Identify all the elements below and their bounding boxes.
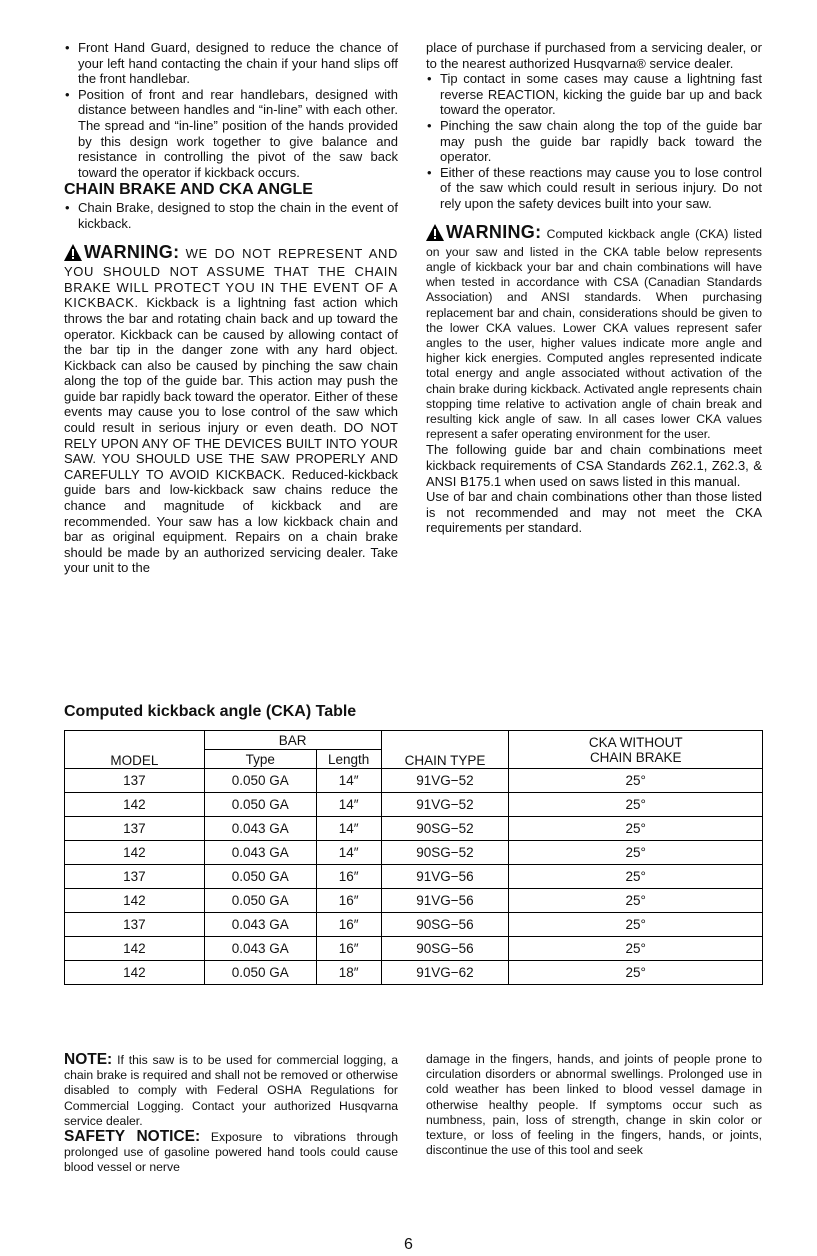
cell-model: 137 xyxy=(65,913,205,937)
table-row xyxy=(65,889,763,913)
cell-type: 0.050 GA xyxy=(204,769,316,793)
warning-cka xyxy=(426,221,762,443)
header-cka-line2: CHAIN BRAKE xyxy=(589,749,682,765)
warning-lead-text: WE DO NOT REPRESENT AND YOU SHOULD NOT ASSUME THAT THE CHAIN BRAKE WILL PROTECT YOU IN THE EVENT OF A KICKBACK. xyxy=(64,245,398,311)
cell-model: 137 xyxy=(65,769,205,793)
header-bar: BAR xyxy=(204,731,381,750)
table-row xyxy=(65,961,763,985)
cell-length: 14″ xyxy=(316,817,381,841)
header-model: MODEL xyxy=(65,731,205,769)
cell-length: 16″ xyxy=(316,913,381,937)
right-column-top xyxy=(426,40,762,536)
handguard-bullets xyxy=(64,40,398,180)
cell-type: 0.043 GA xyxy=(204,817,316,841)
cell-length: 18″ xyxy=(316,961,381,985)
cell-type: 0.050 GA xyxy=(204,961,316,985)
cka-table xyxy=(64,730,763,985)
bullet-either-reaction: • Either of these reactions may cause you to lose control of the saw which could result in serious injury. Do not rely upon the safety devices built into your saw. xyxy=(426,165,762,212)
cell-model: 137 xyxy=(65,817,205,841)
cell-model: 142 xyxy=(65,961,205,985)
table-row xyxy=(65,793,763,817)
cell-chain-type: 91VG−62 xyxy=(381,961,509,985)
cell-length: 14″ xyxy=(316,769,381,793)
cell-cka: 25° xyxy=(509,841,763,865)
cell-model: 137 xyxy=(65,865,205,889)
note-label: NOTE: xyxy=(64,1051,113,1068)
cell-length: 14″ xyxy=(316,793,381,817)
cell-type: 0.043 GA xyxy=(204,841,316,865)
reaction-bullets xyxy=(426,71,762,211)
warning-label: WARNING: xyxy=(84,241,180,262)
table-title: Computed kickback angle (CKA) Table xyxy=(64,703,357,720)
safety-notice-paragraph xyxy=(64,1129,398,1176)
warning-triangle-icon xyxy=(426,224,444,245)
table-row xyxy=(65,817,763,841)
table-row xyxy=(65,937,763,961)
cell-model: 142 xyxy=(65,841,205,865)
warning-triangle-icon xyxy=(64,244,82,265)
cell-cka: 25° xyxy=(509,961,763,985)
bullet-front-hand-guard: • Front Hand Guard, designed to reduce the chance of your left hand contacting the chain if your hand slips off the front handlebar. xyxy=(64,40,398,87)
cell-chain-type: 90SG−52 xyxy=(381,817,509,841)
continuation-paragraph: place of purchase if purchased from a servicing dealer, or to the nearest authorized Husqvarna® service dealer. xyxy=(426,40,762,71)
cell-chain-type: 91VG−56 xyxy=(381,889,509,913)
note-paragraph xyxy=(64,1052,398,1129)
cell-length: 16″ xyxy=(316,865,381,889)
cell-type: 0.050 GA xyxy=(204,865,316,889)
table-row xyxy=(65,769,763,793)
cell-chain-type: 90SG−52 xyxy=(381,841,509,865)
table-row xyxy=(65,841,763,865)
warning-label: WARNING: xyxy=(446,221,542,242)
cell-type: 0.043 GA xyxy=(204,937,316,961)
cell-cka: 25° xyxy=(509,769,763,793)
cell-type: 0.050 GA xyxy=(204,793,316,817)
cell-cka: 25° xyxy=(509,817,763,841)
header-cka xyxy=(509,731,763,769)
warning-chain-brake xyxy=(64,241,398,576)
right-column-bottom xyxy=(426,1052,762,1158)
warning-cka-text: Computed kickback angle (CKA) listed on your saw and listed in the CKA table below represents angle of kickback your bar and chain combinations will have when tested in accordance with CSA (Canadian Standards Association) and ANSI standards. When purchasing replacement bar and chain, considerations should be given to the lower CKA values. Lower CKA values represent safer angles to the user, higher values indicate more angle and higher kick energies. Computed angles represented indicate total energy and angle associated without activation of the chain brake during kickback. Activated angle represents chain stopping time relative to activation angle of chain break and resulting kick angle of saw. In all cases lower CKA values represent a safer operating environment for the user. xyxy=(426,226,762,442)
warning-body-text: Kickback is a lightning fast action which throws the bar and rotating chain back and up toward the operator. Kickback can be caused by allowing contact of the bar tip in the danger zone with any hard object. Kickback can also be caused by pinching the saw chain along the top of the guide bar. This action may push the guide bar rapidly back toward the operator. Either of these events may cause you to lose control of the saw which could result in serious injury or even death. DO NOT RELY UPON ANY OF THE DEVICES BUILT INTO YOUR SAW. YOU SHOULD USE THE SAW PROPERLY AND CAREFULLY TO AVOID KICKBACK. Reduced-kickback guide bars and low-kickback saw chains reduce the chance and magnitude of kickback and are recommended. Your saw has a low kickback chain and bar as original equipment. Repairs on a chain brake should be made by an authorized servicing dealer. Take your unit to the xyxy=(64,295,398,576)
cell-cka: 25° xyxy=(509,913,763,937)
table-row xyxy=(65,865,763,889)
header-length: Length xyxy=(316,750,381,769)
cell-cka: 25° xyxy=(509,865,763,889)
bullet-handlebar-position: • Position of front and rear handlebars, designed with distance between handles and “in-line” with each other. The spread and “in-line” position of the hands provided by this design work together to give balance and resistance in controlling the pivot of the saw back toward the operator if kickback occurs. xyxy=(64,87,398,181)
table-row xyxy=(65,913,763,937)
bullet-tip-contact: • Tip contact in some cases may cause a lightning fast reverse REACTION, kicking the guide bar up and back toward the operator. xyxy=(426,71,762,118)
paragraph-other-combinations: Use of bar and chain combinations other than those listed is not recommended and may not meet the CKA requirements per standard. xyxy=(426,489,762,536)
vibration-paragraph: damage in the fingers, hands, and joints of people prone to circulation disorders or abnormal swellings. Prolonged use in cold weather has been linked to blood vessel damage in otherwise healthy people. If symptoms occur such as numbness, pain, loss of strength, change in skin color or texture, or loss of feeling in the fingers, hands, or joints, discontinue the use of this tool and seek xyxy=(426,1052,762,1158)
cell-cka: 25° xyxy=(509,937,763,961)
cell-cka: 25° xyxy=(509,889,763,913)
safety-notice-text: Exposure to vibrations through prolonged use of gasoline powered hand tools could cause blood vessel or nerve xyxy=(64,1130,398,1175)
header-cka-line1: CKA WITHOUT xyxy=(588,734,683,750)
safety-notice-label: SAFETY NOTICE: xyxy=(64,1128,201,1146)
cell-model: 142 xyxy=(65,889,205,913)
page-number: 6 xyxy=(404,1236,413,1253)
cell-model: 142 xyxy=(65,937,205,961)
cell-chain-type: 91VG−52 xyxy=(381,793,509,817)
bullet-pinching: • Pinching the saw chain along the top of the guide bar may push the guide bar rapidly back toward the operator. xyxy=(426,118,762,165)
cell-cka: 25° xyxy=(509,793,763,817)
header-type: Type xyxy=(204,750,316,769)
cell-chain-type: 91VG−52 xyxy=(381,769,509,793)
cell-type: 0.050 GA xyxy=(204,889,316,913)
header-chain-type: CHAIN TYPE xyxy=(381,731,509,769)
cell-chain-type: 90SG−56 xyxy=(381,937,509,961)
cell-length: 16″ xyxy=(316,937,381,961)
section-heading-chain-brake: CHAIN BRAKE AND CKA ANGLE xyxy=(64,181,313,199)
cell-chain-type: 91VG−56 xyxy=(381,865,509,889)
cell-length: 16″ xyxy=(316,889,381,913)
bullet-chain-brake: • Chain Brake, designed to stop the chain in the event of kickback. xyxy=(64,200,398,231)
left-column-bottom xyxy=(64,1052,398,1176)
cell-model: 142 xyxy=(65,793,205,817)
left-column-top xyxy=(64,40,398,576)
cell-chain-type: 90SG−56 xyxy=(381,913,509,937)
chain-brake-bullets xyxy=(64,200,398,231)
paragraph-following-combinations: The following guide bar and chain combinations meet kickback requirements of CSA Standards Z62.1, Z62.3, & ANSI B175.1 when used on saws listed in this manual. xyxy=(426,442,762,489)
cell-type: 0.043 GA xyxy=(204,913,316,937)
note-text: If this saw is to be used for commercial logging, a chain brake is required and shall not be removed or otherwise disabled to comply with Federal OSHA Regulations for Commercial Logging. Contact your authorized Husqvarna service dealer. xyxy=(64,1053,398,1128)
cell-length: 14″ xyxy=(316,841,381,865)
